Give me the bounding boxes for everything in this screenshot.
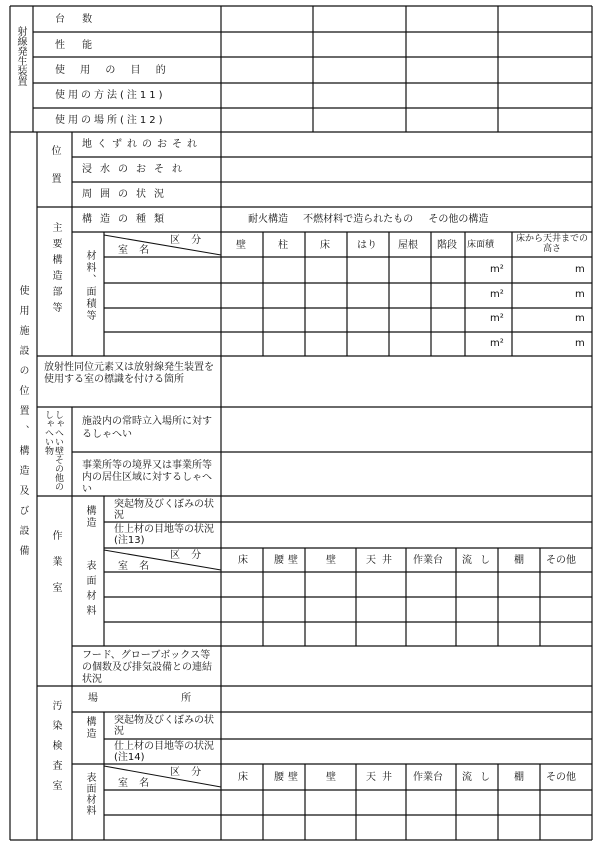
contamination-joint-label: 仕上材の目地等の状況(注14) <box>114 741 214 763</box>
row-method-label: 使用の方法(注11) <box>55 90 166 101</box>
contamination-col-workbench: 作業台 <box>413 772 443 783</box>
flood-risk-label: 浸水のおそれ <box>82 164 190 175</box>
work-protrusion-label: 突起物及びくぼみの状況 <box>114 499 214 521</box>
contamination-place-label: 場 所 <box>88 693 232 704</box>
work-structure-label: 構造 <box>84 505 95 529</box>
work-col-other: その他 <box>546 555 576 566</box>
main-structure-title: 主要構造部等 <box>50 222 61 318</box>
structure-type-label: 構造の種類 <box>82 214 172 225</box>
contamination-structure-label: 構造 <box>84 716 95 740</box>
room-name-header: 室 名 <box>118 245 154 256</box>
work-col-wainscot: 腰壁 <box>274 555 302 566</box>
location-title: 位置 <box>49 145 60 201</box>
work-col-wall: 壁 <box>326 555 336 566</box>
row-count-label: 台 数 <box>55 14 100 25</box>
unit-area-row3: m² <box>490 313 504 324</box>
unit-height-row2: m <box>575 289 585 300</box>
landslide-risk-label: 地くずれのおそれ <box>82 139 202 150</box>
unit-height-row3: m <box>575 313 585 324</box>
hood-glovebox-label: フード、グローブボックス等の個数及び排気設備との連結状況 <box>82 650 212 685</box>
col-wall: 壁 <box>236 240 246 251</box>
contamination-room-name-header: 室 名 <box>118 778 154 789</box>
work-col-shelf: 棚 <box>514 555 524 566</box>
shielding-title: しゃへい壁その他のしゃへい物 <box>43 410 63 491</box>
col-stairs: 階段 <box>437 240 457 251</box>
kubun-header: 区 分 <box>170 235 206 246</box>
work-col-ceiling: 天井 <box>366 555 398 566</box>
facility-section-title: 使用施設の位置、構造及び設備 <box>17 285 28 565</box>
material-area-label: 材料、面積等 <box>84 250 95 322</box>
contamination-col-shelf: 棚 <box>514 772 524 783</box>
contamination-col-wainscot: 腰壁 <box>274 772 302 783</box>
unit-area-row1: m² <box>490 264 504 275</box>
col-floor-area: 床面積 <box>467 240 495 250</box>
label-marking-place: 放射性同位元素又は放射線発生装置を使用する室の標識を付ける箇所 <box>44 362 214 385</box>
row-purpose-label: 使 用 の 目 的 <box>55 65 172 76</box>
contamination-col-other: その他 <box>546 772 576 783</box>
contamination-protrusion-label: 突起物及びくぼみの状況 <box>114 715 214 737</box>
contamination-surface-label: 表面材料 <box>84 772 95 816</box>
row-place-label: 使用の場所(注12) <box>55 115 166 126</box>
contamination-room-title: 汚染検査室 <box>50 700 61 800</box>
work-kubun-header: 区 分 <box>170 550 206 561</box>
work-col-floor: 床 <box>238 555 248 566</box>
work-joint-label: 仕上材の目地等の状況(注13) <box>114 524 214 546</box>
contamination-col-wall: 壁 <box>326 772 336 783</box>
unit-height-row1: m <box>575 264 585 275</box>
work-room-title: 作業室 <box>50 530 61 608</box>
col-roof: 屋根 <box>398 240 418 251</box>
unit-height-row4: m <box>575 338 585 349</box>
work-room-name-header: 室 名 <box>118 561 154 572</box>
work-surface-label: 表面材料 <box>84 560 95 620</box>
contamination-col-sink: 流し <box>462 772 498 783</box>
col-floor: 床 <box>320 240 330 251</box>
work-col-sink: 流し <box>462 555 498 566</box>
contamination-col-floor: 床 <box>238 772 248 783</box>
col-ceiling-height: 床から天井までの高さ <box>515 234 588 254</box>
contamination-col-ceiling: 天井 <box>366 772 398 783</box>
structure-type-options: 耐火構造 不燃材料で造られたもの その他の構造 <box>248 214 489 225</box>
surroundings-label: 周囲の状況 <box>82 189 172 200</box>
unit-area-row2: m² <box>490 289 504 300</box>
col-pillar: 柱 <box>278 240 288 251</box>
shield-interior-label: 施設内の常時立入場所に対するしゃへい <box>82 416 212 440</box>
unit-area-row4: m² <box>490 338 504 349</box>
row-performance-label: 性 能 <box>55 40 100 51</box>
apparatus-section-title: 射線発生装置 <box>15 26 26 86</box>
shield-boundary-label: 事業所等の境界又は事業所等内の居住区域に対するしゃへい <box>82 460 212 495</box>
work-col-workbench: 作業台 <box>413 555 443 566</box>
contamination-kubun-header: 区 分 <box>170 767 206 778</box>
col-beam: はり <box>357 240 377 251</box>
